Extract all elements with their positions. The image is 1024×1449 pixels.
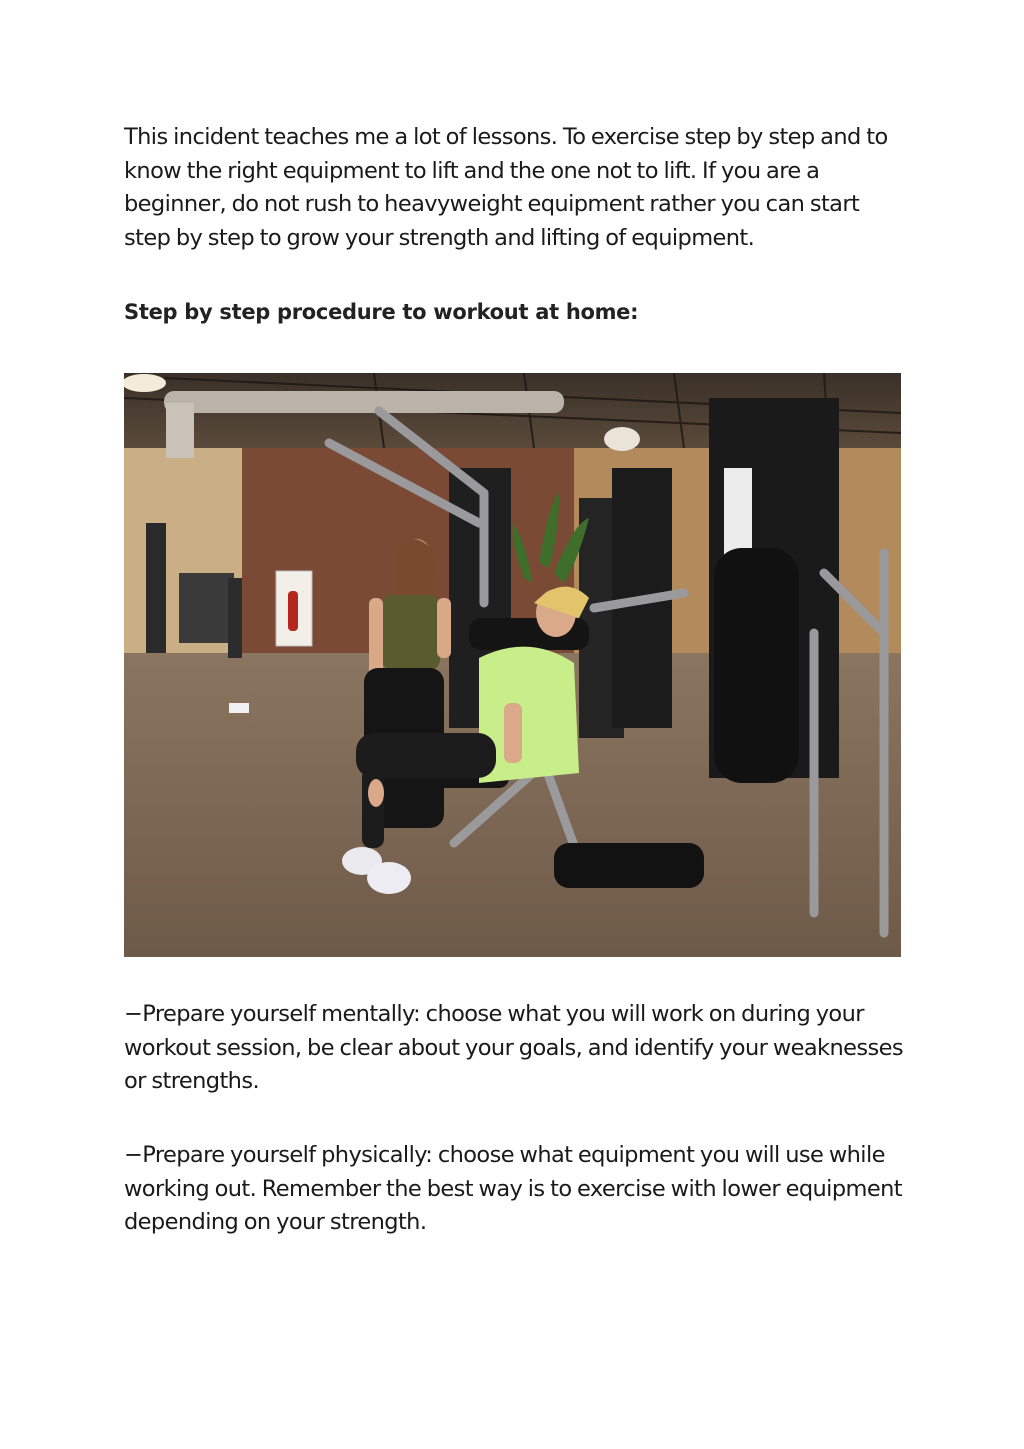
intro-paragraph: This incident teaches me a lot of lessons. To exercise step by step and to know the right equipment to lift and the one not to lift. If you are a beginner, do not rush to heavyweight equipment rather you can start step by step to grow your strength and lifting of equipment. <box>124 124 888 251</box>
step-physical-paragraph: −Prepare yourself physically: choose what equipment you will use while working out. Remember the best way is to exercise with lower equipment depending on your strength. <box>124 1142 902 1235</box>
step-mental-paragraph: −Prepare yourself mentally: choose what you will work on during your workout session, be clear about your goals, and identify your weaknesses or strengths. <box>124 1001 904 1094</box>
gym-workout-photo <box>124 373 901 957</box>
section-heading: Step by step procedure to workout at home: <box>124 300 639 324</box>
